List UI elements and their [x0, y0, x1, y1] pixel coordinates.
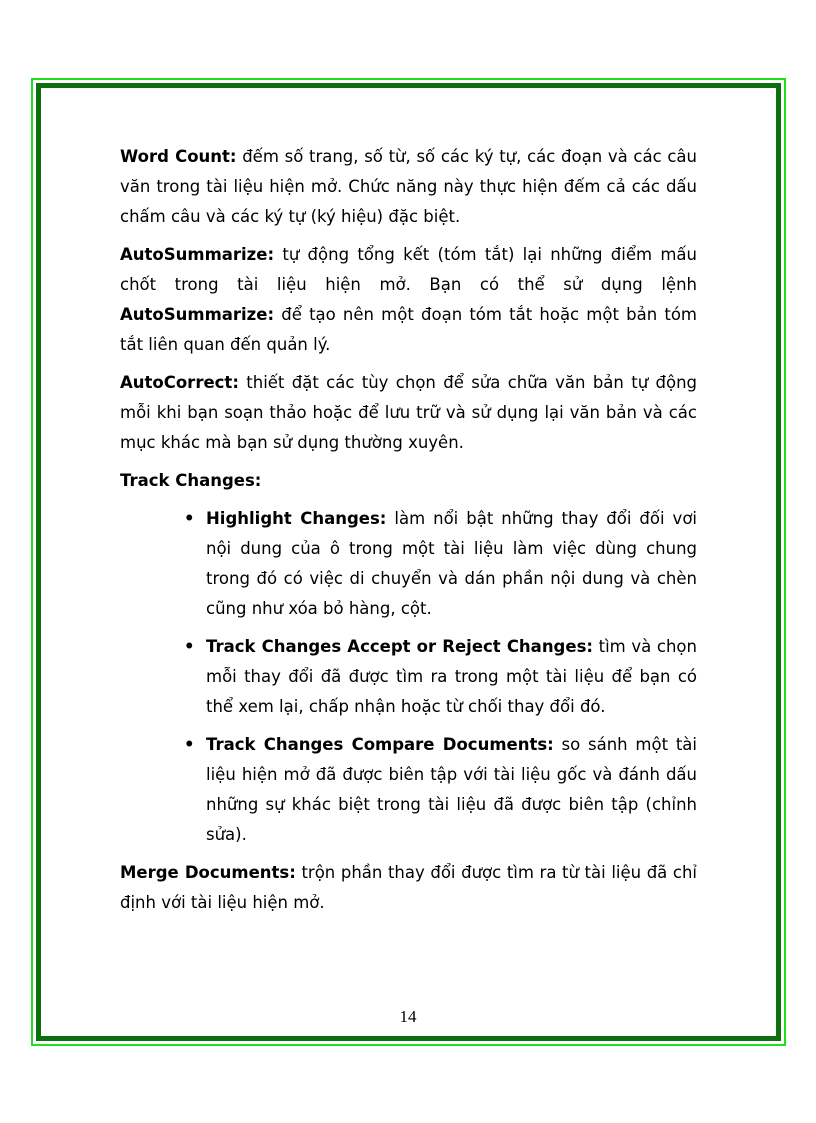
list-item-highlight-changes — [184, 504, 698, 624]
heading-track-changes: Track Changes: — [120, 471, 262, 490]
description-compare-documents: so sánh một tài liệu hiện mở đã được biên tập với tài liệu gốc và đánh dấu những sự khác biệt trong tài liệu đã được biên tập (chỉnh sửa). — [206, 735, 697, 844]
term-merge-documents: Merge Documents: — [120, 863, 296, 882]
description-word-count: đếm số trang, số từ, số các ký tự, các đoạn và các câu văn trong tài liệu hiện mở. Chức năng này thực hiện đếm cả các dấu chấm câu và các ký tự (ký hiệu) đặc biệt. — [120, 147, 697, 226]
page-number: 14 — [399, 1007, 417, 1026]
term-accept-reject: Track Changes Accept or Reject Changes: — [206, 637, 593, 656]
term-compare-documents: Track Changes Compare Documents: — [206, 735, 554, 754]
paragraph-autocorrect — [120, 368, 697, 458]
term-autosummarize-command: AutoSummarize: — [120, 305, 275, 324]
bullet-icon: • — [184, 735, 195, 754]
document-body — [120, 142, 697, 926]
bullet-icon: • — [184, 509, 195, 528]
description-autosummarize-2: để tạo nên một đoạn tóm tắt hoặc một bản tóm tắt liên quan đến quản lý. — [120, 305, 697, 354]
description-autosummarize: tự động tổng kết (tóm tắt) lại những điểm mấu chốt trong tài liệu hiện mở. Bạn có thể sử dụng lệnh — [120, 245, 697, 294]
paragraph-word-count — [120, 142, 697, 232]
track-changes-list — [120, 504, 697, 850]
description-accept-reject: tìm và chọn mỗi thay đổi đã được tìm ra trong một tài liệu để bạn có thể xem lại, chấp nhận hoặc từ chối thay đổi đó. — [206, 637, 697, 716]
list-item-compare-documents — [184, 730, 697, 850]
paragraph-autosummarize — [120, 240, 697, 360]
term-highlight-changes: Highlight Changes: — [206, 509, 387, 528]
list-item-accept-reject — [184, 632, 697, 722]
paragraph-merge-documents — [120, 858, 697, 918]
term-word-count: Word Count: — [120, 147, 237, 166]
description-autocorrect: thiết đặt các tùy chọn để sửa chữa văn bản tự động mỗi khi bạn soạn thảo hoặc để lưu trữ và sử dụng lại văn bản và các mục khác mà bạn sử dụng thường xuyên. — [120, 373, 697, 452]
description-highlight-changes: làm nổi bật những thay đổi đối vơi nội dung của ô trong một tài liệu làm việc dùng chung trong đó có việc di chuyển và dán phần nội dung và chèn cũng như xóa bỏ hàng, cột. — [206, 509, 698, 618]
term-autosummarize: AutoSummarize: — [120, 245, 275, 264]
term-autocorrect: AutoCorrect: — [120, 373, 239, 392]
description-merge-documents: trộn phần thay đổi được tìm ra từ tài liệu đã chỉ định với tài liệu hiện mở. — [120, 863, 698, 912]
bullet-icon: • — [184, 637, 195, 656]
